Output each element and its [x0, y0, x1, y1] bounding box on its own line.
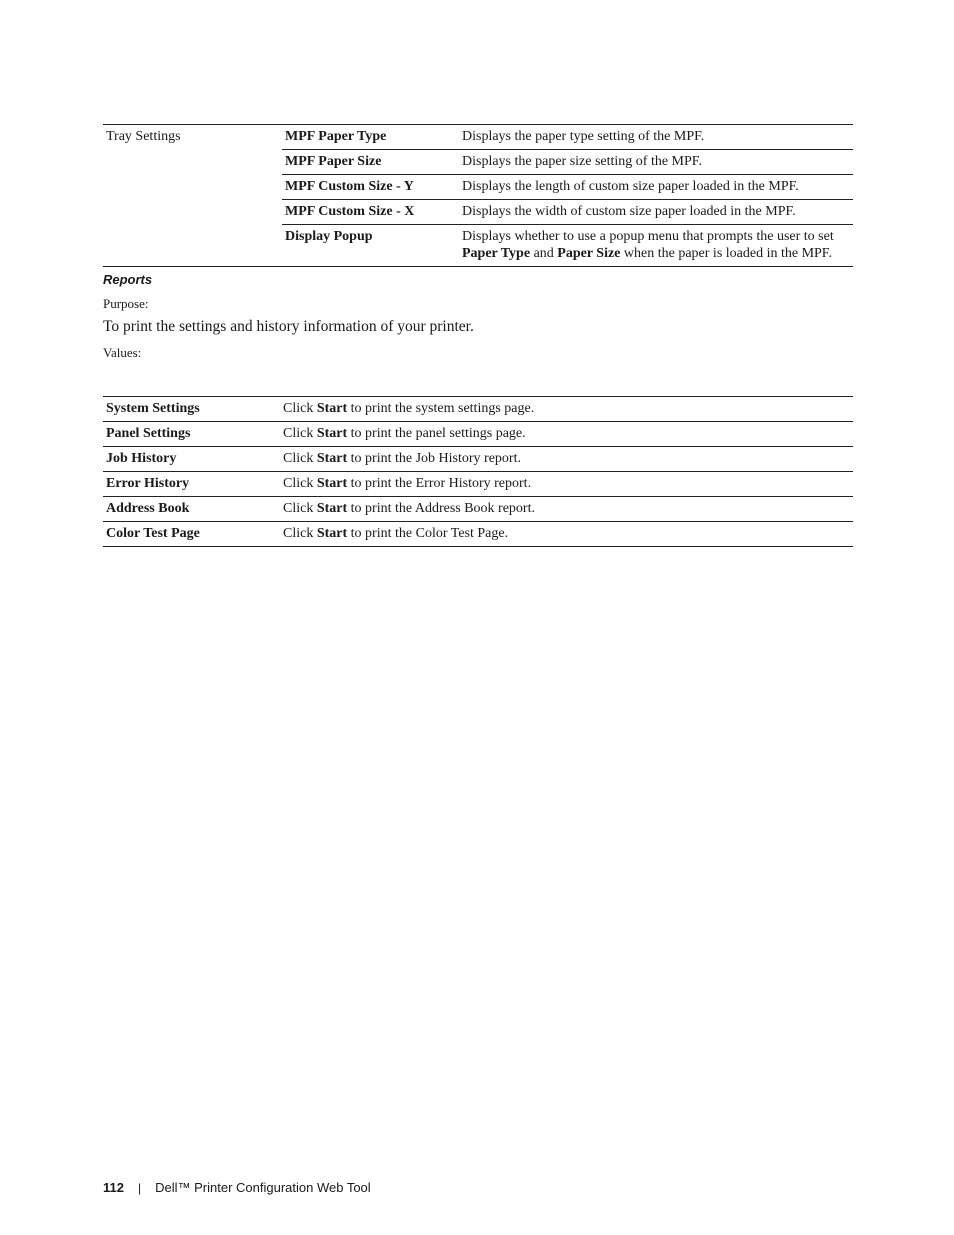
setting-name: MPF Paper Size [282, 150, 459, 175]
setting-name: MPF Custom Size - Y [282, 175, 459, 200]
report-description [280, 397, 853, 422]
report-description [280, 447, 853, 472]
footer-separator: | [137, 1180, 142, 1195]
start-term: Start [316, 476, 348, 491]
description-text: to print the system settings page. [347, 401, 535, 416]
table-row [103, 125, 853, 150]
report-description [280, 422, 853, 447]
start-term: Start [316, 426, 348, 441]
table-row [103, 497, 853, 522]
start-term: Start [316, 501, 348, 516]
click-text: Click [283, 476, 317, 491]
bold-term: Paper Size [557, 246, 621, 261]
table-row [103, 422, 853, 447]
description-text: and [530, 246, 558, 261]
description-text: to print the Address Book report. [347, 501, 535, 516]
start-term: Start [316, 451, 348, 466]
purpose-label: Purpose: [103, 296, 149, 311]
description-text: to print the Job History report. [347, 451, 521, 466]
values-label: Values: [103, 345, 142, 360]
description-text: to print the Error History report. [347, 476, 532, 491]
purpose-text: To print the settings and history information of your printer. [103, 318, 474, 335]
report-name: Address Book [103, 497, 280, 522]
setting-name: Display Popup [282, 225, 459, 267]
section-heading: Reports [103, 272, 153, 287]
start-term: Start [316, 401, 348, 416]
report-description [280, 497, 853, 522]
table-row [103, 472, 853, 497]
description-text: when the paper is loaded in the MPF. [620, 246, 832, 261]
click-text: Click [283, 426, 317, 441]
table-row [103, 522, 853, 547]
setting-description: Displays the width of custom size paper loaded in the MPF. [459, 200, 853, 225]
footer-title: Dell™ Printer Configuration Web Tool [155, 1180, 371, 1195]
page-footer [103, 1180, 371, 1195]
description-text: to print the panel settings page. [347, 426, 526, 441]
click-text: Click [283, 526, 317, 541]
start-term: Start [316, 526, 348, 541]
setting-description: Displays the paper size setting of the MPF. [459, 150, 853, 175]
report-name: Color Test Page [103, 522, 280, 547]
description-line: Displays whether to use a popup menu that prompts the user to set [462, 229, 834, 244]
report-name: Panel Settings [103, 422, 280, 447]
bold-term: Paper Type [462, 246, 531, 261]
page-number: 112 [103, 1180, 124, 1195]
group-label: Tray Settings [106, 129, 181, 144]
report-description [280, 472, 853, 497]
tray-settings-table [103, 124, 853, 267]
report-name: Job History [103, 447, 280, 472]
setting-description: Displays the paper type setting of the MPF. [462, 129, 705, 144]
table-row [103, 447, 853, 472]
setting-name: MPF Paper Type [285, 129, 387, 144]
table-row [103, 397, 853, 422]
description-text: to print the Color Test Page. [347, 526, 509, 541]
click-text: Click [283, 501, 317, 516]
setting-name: MPF Custom Size - X [282, 200, 459, 225]
report-description [280, 522, 853, 547]
reports-table [103, 396, 853, 547]
setting-description [459, 225, 853, 267]
click-text: Click [283, 401, 317, 416]
click-text: Click [283, 451, 317, 466]
setting-description: Displays the length of custom size paper loaded in the MPF. [459, 175, 853, 200]
report-name: System Settings [106, 401, 200, 416]
report-name: Error History [103, 472, 280, 497]
